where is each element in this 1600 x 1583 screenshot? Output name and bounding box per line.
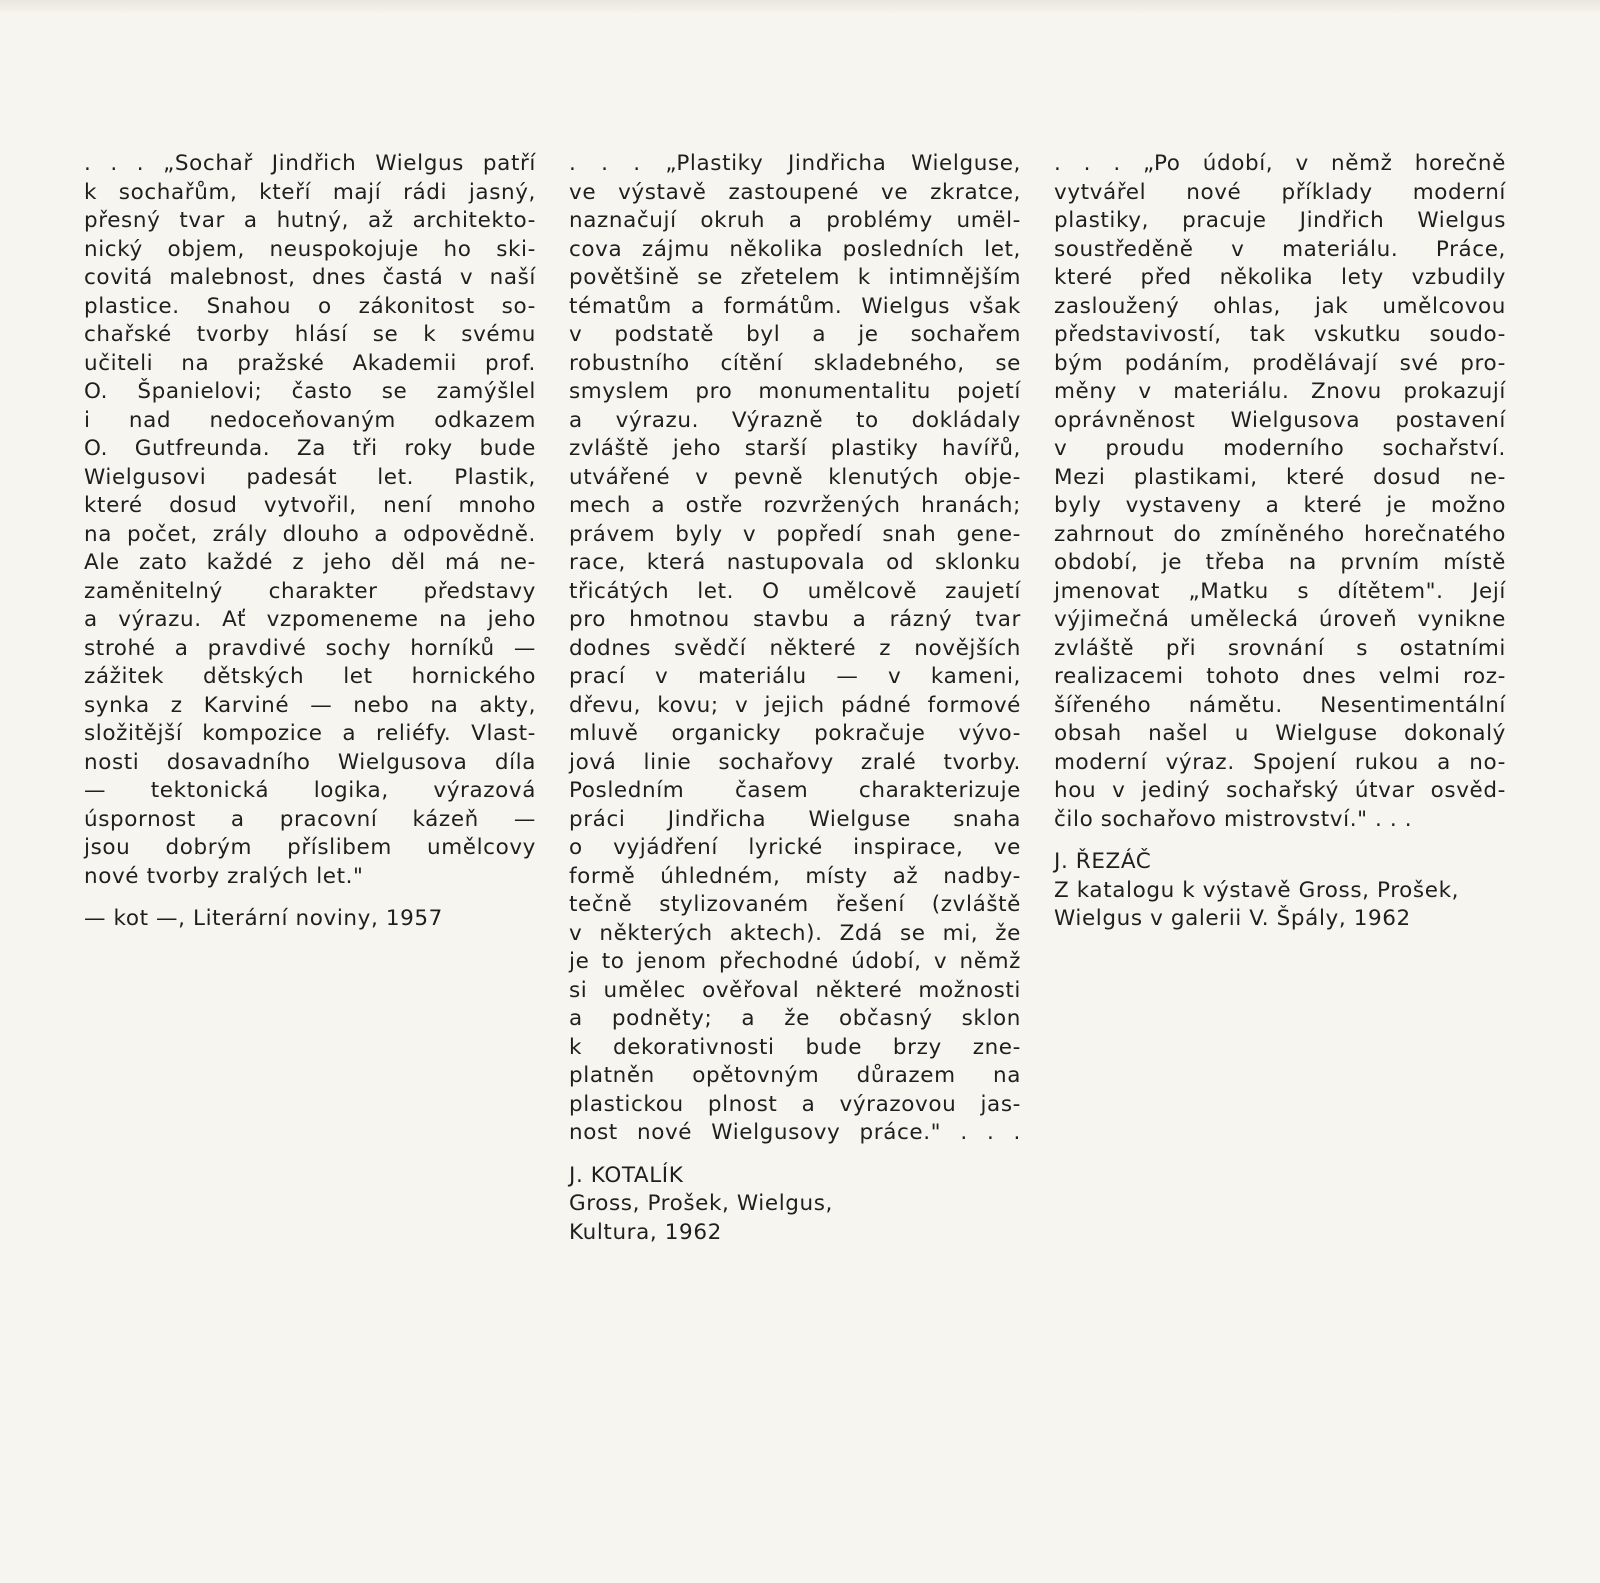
text-line: je to jenom přechodné údobí, v němž (569, 949, 1021, 974)
text-line: úspornost a pracovní kázeň — (84, 806, 536, 832)
text-line: a výrazu. Výrazně to dokládaly (569, 407, 1021, 433)
text-line: mluvě organicky pokračuje vývo- (569, 721, 1021, 746)
review-column-2 (569, 150, 1021, 1247)
quote-source-3 (1054, 848, 1506, 934)
text-line: výjimečná umělecká úroveň vynikne (1054, 607, 1506, 632)
text-line: bým podáním, prodělávají své pro- (1054, 350, 1506, 376)
source-line: — kot —, Literární noviny, 1957 (84, 906, 443, 931)
source-author: J. ŘEZÁČ (1054, 849, 1152, 874)
text-line: utvářené v pevně klenutých obje- (569, 464, 1021, 490)
text-line: dřevu, kovu; v jejich pádné formové (569, 692, 1021, 718)
text-line: byly vystaveny a které je možno (1054, 493, 1506, 518)
text-line: mech a ostře rozvržených hranách; (569, 493, 1021, 518)
quote-text-3 (1054, 150, 1506, 834)
text-line: zasloužený ohlas, jak umělcovou (1054, 293, 1506, 319)
text-line: zaměnitelný charakter představy (84, 578, 536, 604)
text-line: formě úhledném, místy až nadby- (569, 863, 1021, 889)
text-line: ve výstavě zastoupené ve zkratce, (569, 179, 1021, 205)
source-line: Z katalogu k výstavě Gross, Prošek, (1054, 877, 1460, 903)
text-line: k sochařům, kteří mají rádi jasný, (84, 179, 536, 205)
text-line: na počet, zrály dlouho a odpovědně. (84, 521, 536, 547)
text-line: tečně stylizovaném řešení (zvláště (569, 892, 1021, 917)
text-line: zvláště při srovnání s ostatními (1054, 635, 1506, 661)
text-line: a podněty; a že občasný sklon (569, 1006, 1021, 1031)
text-line: přesný tvar a hutný, až architekto- (84, 208, 536, 233)
text-line: nický objem, neuspokojuje ho ski- (84, 236, 536, 262)
text-line: plastickou plnost a výrazovou jas- (569, 1091, 1021, 1117)
text-line: složitější kompozice a reliéfy. Vlast- (84, 721, 536, 746)
quote-source-2 (569, 1162, 1021, 1248)
text-line: si umělec ověřoval některé možnosti (569, 977, 1021, 1003)
text-line: realizacemi tohoto dnes velmi roz- (1054, 664, 1506, 689)
text-line: jsou dobrým příslibem umělcovy (84, 835, 536, 860)
text-line: Mezi plastikami, které dosud ne- (1054, 464, 1506, 490)
text-line: v některých aktech). Zdá se mi, že (569, 920, 1021, 946)
text-line: šířeného námětu. Nesentimentální (1054, 692, 1506, 718)
text-line: synka z Karviné — nebo na akty, (84, 692, 536, 718)
quote-source-1 (84, 905, 536, 934)
review-column-1 (84, 150, 536, 934)
text-line: tématům a formátům. Wielgus však (569, 293, 1021, 319)
text-line: pro hmotnou stavbu a rázný tvar (569, 607, 1021, 632)
text-line: které před několika lety vzbudily (1054, 265, 1506, 290)
text-line: chařské tvorby hlásí se k svému (84, 322, 536, 347)
text-line: race, která nastupovala od sklonku (569, 550, 1021, 575)
source-line: Gross, Prošek, Wielgus, (569, 1191, 833, 1216)
text-line: smyslem pro monumentalitu pojetí (569, 379, 1021, 404)
text-line: učiteli na pražské Akademii prof. (84, 350, 536, 376)
text-line: nové tvorby zralých let." (84, 863, 364, 889)
text-line: . . . „Plastiky Jindřicha Wielguse, (569, 151, 1021, 176)
text-line: hou v jediný sochařský útvar osvěd- (1054, 778, 1506, 803)
text-line: plastice. Snahou o zákonitost so- (84, 293, 536, 319)
source-line: Wielgus v galerii V. Špály, 1962 (1054, 906, 1411, 931)
text-line: zážitek dětských let hornického (84, 664, 536, 689)
text-line: období, je třeba na prvním místě (1054, 550, 1506, 575)
text-line: Posledním časem charakterizuje (569, 778, 1021, 803)
text-line: práci Jindřicha Wielguse snaha (569, 806, 1021, 832)
text-line: . . . „Sochař Jindřich Wielgus patří (84, 151, 536, 176)
text-line: jová linie sochařovy zralé tvorby. (569, 749, 1021, 775)
text-line: — tektonická logika, výrazová (84, 778, 536, 803)
text-line: nost nové Wielgusovy práce." . . . (569, 1120, 1021, 1145)
text-line: i nad nedoceňovaným odkazem (84, 407, 536, 433)
review-column-3 (1054, 150, 1506, 934)
text-line: Wielgusovi padesát let. Plastik, (84, 464, 536, 490)
text-line: k dekorativnosti bude brzy zne- (569, 1034, 1021, 1060)
text-line: a výrazu. Ať vzpomeneme na jeho (84, 607, 536, 632)
text-line: povětšině se zřetelem k intimnějším (569, 265, 1021, 290)
text-line: čilo sochařovo mistrovství." . . . (1054, 806, 1413, 832)
text-line: jmenovat „Matku s dítětem". Její (1054, 578, 1506, 604)
source-line: Kultura, 1962 (569, 1219, 722, 1245)
text-line: obsah našel u Wielguse dokonalý (1054, 721, 1506, 746)
source-author: J. KOTALÍK (569, 1162, 684, 1188)
text-line: o vyjádření lyrické inspirace, ve (569, 835, 1021, 860)
text-line: Ale zato každé z jeho děl má ne- (84, 550, 536, 575)
text-line: třicátých let. O umělcově zaujetí (569, 578, 1021, 604)
quote-text-2 (569, 150, 1021, 1148)
text-line: moderní výraz. Spojení rukou a no- (1054, 749, 1506, 775)
text-line: O. Gutfreunda. Za tři roky bude (84, 436, 536, 461)
text-line: soustředěně v materiálu. Práce, (1054, 236, 1506, 262)
text-line: nosti dosavadního Wielgusova díla (84, 749, 536, 775)
page-top-shadow (0, 0, 1600, 14)
text-line: cova zájmu několika posledních let, (569, 236, 1021, 262)
text-line: které dosud vytvořil, není mnoho (84, 493, 536, 518)
text-line: O. Španielovi; často se zamýšlel (84, 379, 536, 404)
text-line: představivostí, tak vskutku soudo- (1054, 322, 1506, 347)
text-line: dodnes svědčí některé z novějších (569, 635, 1021, 661)
text-line: v podstatě byl a je sochařem (569, 322, 1021, 347)
text-line: . . . „Po údobí, v němž horečně (1054, 151, 1506, 176)
quote-text-1 (84, 150, 536, 891)
text-line: v proudu moderního sochařství. (1054, 436, 1506, 461)
text-line: právem byly v popředí snah gene- (569, 521, 1021, 547)
text-line: vytvářel nové příklady moderní (1054, 179, 1506, 205)
text-line: zvláště jeho starší plastiky havířů, (569, 436, 1021, 461)
text-line: covitá malebnost, dnes častá v naší (84, 265, 536, 290)
text-line: platněn opětovným důrazem na (569, 1063, 1021, 1088)
text-line: robustního cítění skladebného, se (569, 350, 1021, 376)
text-line: plastiky, pracuje Jindřich Wielgus (1054, 208, 1506, 233)
text-line: oprávněnost Wielgusova postavení (1054, 407, 1506, 433)
text-line: zahrnout do zmíněného horečnatého (1054, 521, 1506, 547)
text-line: měny v materiálu. Znovu prokazují (1054, 379, 1506, 404)
text-line: prací v materiálu — v kameni, (569, 664, 1021, 689)
text-line: strohé a pravdivé sochy horníků — (84, 635, 536, 661)
text-line: naznačují okruh a problémy umël- (569, 208, 1021, 233)
